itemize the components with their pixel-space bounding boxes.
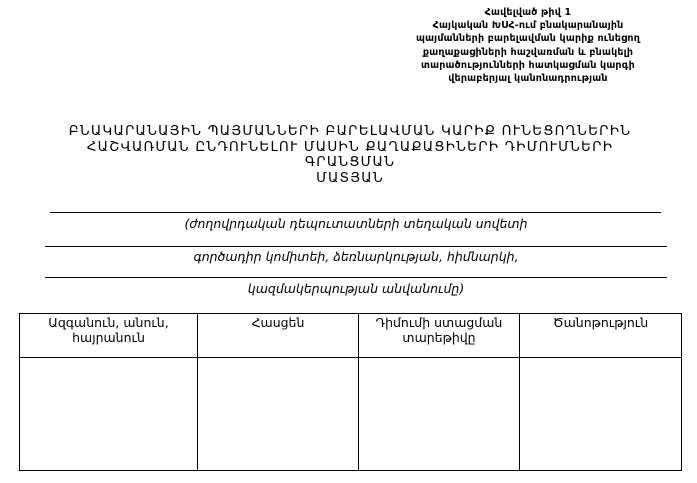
column-header-full-name: Ազգանուն, անուն, հայրանուն xyxy=(20,314,198,358)
column-header-notes: Ծանոթություն xyxy=(520,314,682,358)
appendix-line: քաղաքացիների հաշվառման և բնակելի xyxy=(422,46,634,58)
fill-in-line xyxy=(45,277,667,278)
organization-caption-line: կազմակերպության անվանումը) xyxy=(247,281,465,296)
title-line: ՄԱՏՅԱՆ xyxy=(316,169,384,186)
document-title xyxy=(40,124,660,186)
title-line: ՀԱՇՎԱՌՄԱՆ ԸՆԴՈՒՆԵԼՈՒ ՄԱՍԻՆ ՔԱՂԱՔԱՑԻՆԵՐԻ ԴԻՄՈՒՄՆԵՐԻ ԳՐԱՆՑՄԱՆ xyxy=(86,138,614,170)
table-cell xyxy=(198,358,359,471)
fill-in-line xyxy=(45,246,667,247)
table-cell xyxy=(359,358,520,471)
register-table xyxy=(19,313,682,471)
organization-caption-line: գործադիր կոմիտեի, ձեռնարկության, հիմնարկի, xyxy=(193,249,519,264)
title-line: ԲՆԱԿԱՐԱՆԱՅԻՆ ՊԱՅՄԱՆՆԵՐԻ ԲԱՐԵԼԱՎՄԱՆ ԿԱՐԻՔ ՈՒՆԵՑՈՂՆԵՐԻՆ xyxy=(68,123,632,139)
table-cell xyxy=(20,358,198,471)
appendix-line: տարածությունների հատկացման կարգի xyxy=(421,59,635,71)
table-header-row xyxy=(20,314,682,358)
column-header-address: Հասցեն xyxy=(198,314,359,358)
fill-in-line xyxy=(50,212,661,213)
organization-caption-line: (ժողովրդական դեպուտատների տեղական սովետի xyxy=(184,216,528,231)
table-row xyxy=(20,358,682,471)
appendix-line: պայմանների բարելավման կարիք ունեցող xyxy=(415,33,641,45)
appendix-note xyxy=(378,6,678,85)
column-header-application-year: Դիմումի ստացման տարեթիվը xyxy=(359,314,520,358)
appendix-line: Հավելված թիվ 1 xyxy=(484,7,572,18)
appendix-line: Հայկական ԽՍՀ-ում բնակարանային xyxy=(432,20,624,32)
table-cell xyxy=(520,358,682,471)
appendix-line: վերաբերյալ կանոնադրության xyxy=(448,73,608,85)
